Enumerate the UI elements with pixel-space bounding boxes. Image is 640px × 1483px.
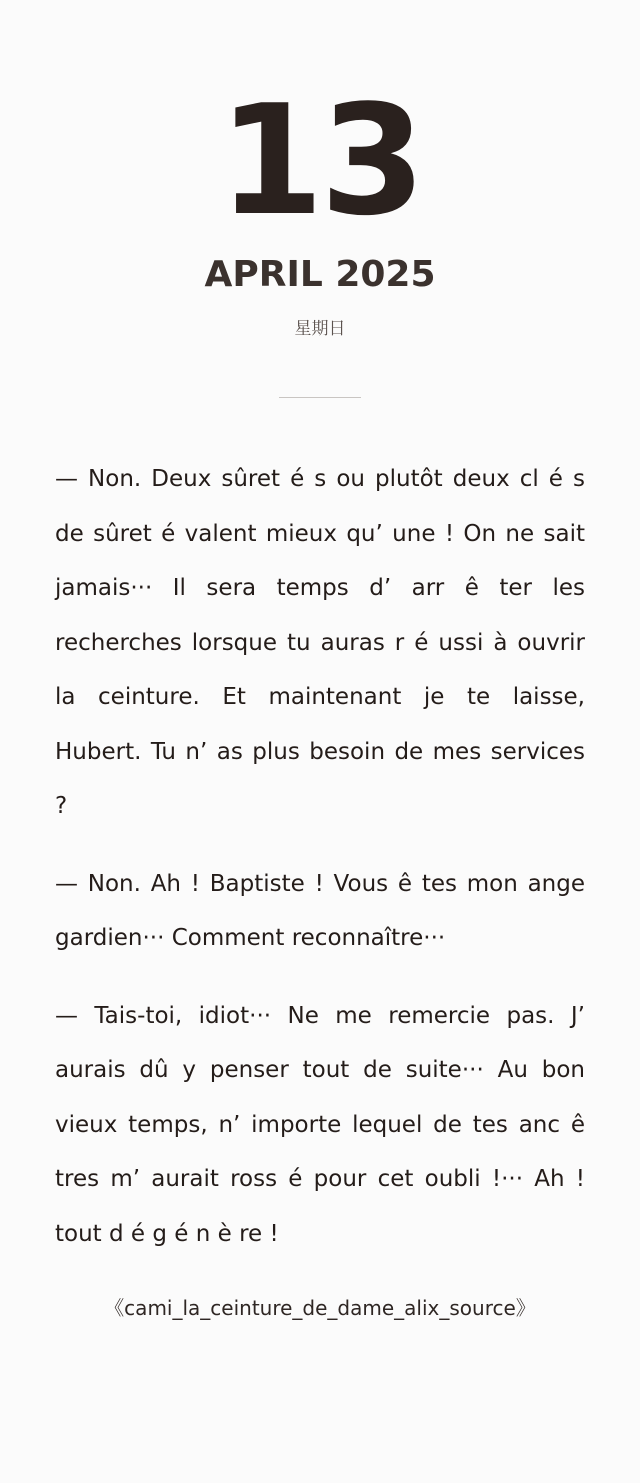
quote-body bbox=[55, 452, 585, 1261]
day-number: 13 bbox=[218, 72, 422, 249]
divider-line bbox=[279, 397, 361, 398]
source-citation: 《cami_la_ceinture_de_dame_alix_source》 bbox=[104, 1296, 536, 1320]
paragraph: — Non. Deux sûret é s ou plutôt deux cl é s de sûret é valent mieux qu’ une ! On ne sait jamais··· Il sera temps d’ arr ê ter les recherches lorsque tu auras r é ussi à ouvrir la ceinture. Et maintenant je te laisse, Hubert. Tu n’ as plus besoin de mes services ? bbox=[55, 466, 585, 819]
paragraph: — Tais-toi, idiot··· Ne me remercie pas. J’ aurais dû y penser tout de suite··· Au bon vieux temps, n’ importe lequel de tes anc ê tres m’ aurait ross é pour cet oubli !··· Ah ! tout d é g é n è re ! bbox=[55, 1002, 585, 1247]
paragraph: — Non. Ah ! Baptiste ! Vous ê tes mon ange gardien··· Comment reconnaître··· bbox=[55, 870, 585, 951]
month-year: APRIL 2025 bbox=[204, 254, 436, 295]
weekday-label: 星期日 bbox=[294, 319, 346, 339]
